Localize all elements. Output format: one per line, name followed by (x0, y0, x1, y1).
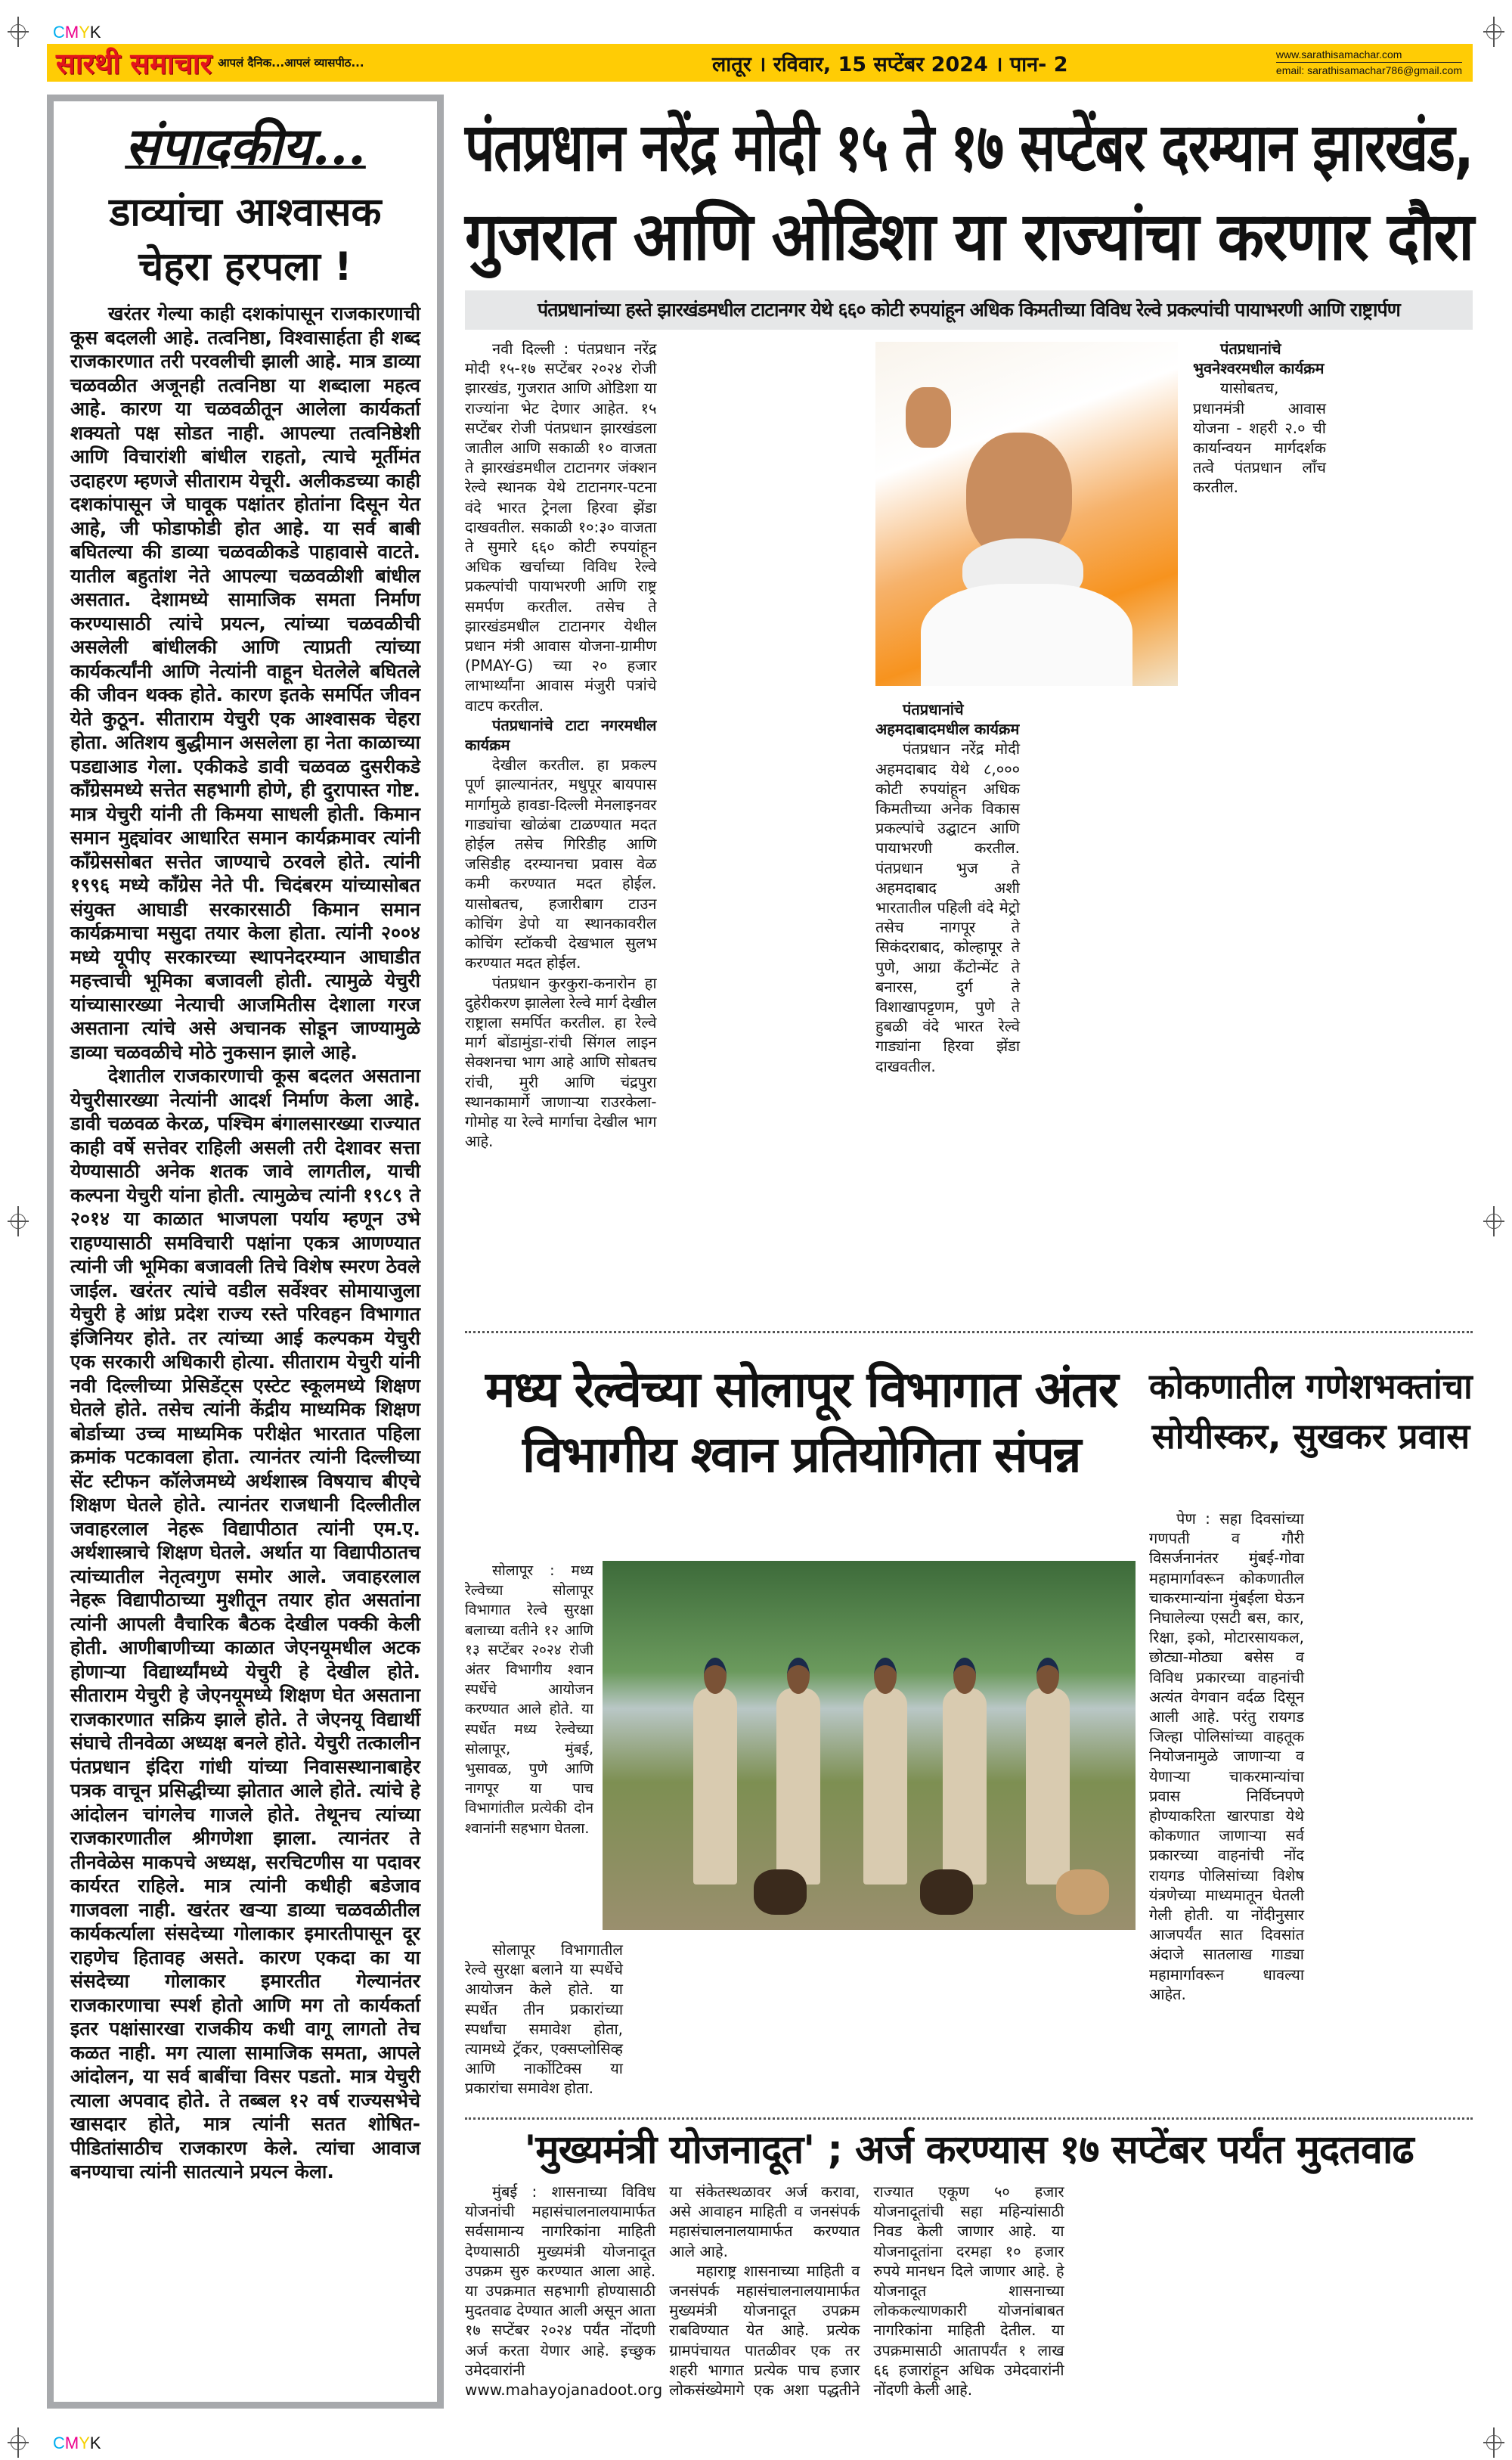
lead-body-left: नवी दिल्ली : पंतप्रधान नरेंद्र मोदी १५-१७ सप्टेंबर २०२४ रोजी झारखंड, गुजरात आणि ओडिशा या राज्यांना भेट देणार आहेत. १५ सप्टेंबर रोजी पंतप्रधान झारखंडला जातील आणि सकाळी १० वाजता ते झारखंडमधील टाटानगर जंक्शन रेल्वे स्थानक येथे टाटानगर-पटना वंदे भारत ट्रेनला हिरवा झेंडा दाखवतील. सकाळी १०:३० वाजता ते सुमारे ६६० कोटी रुपयांहून अधिक खर्चाच्या विविध रेल्वे प्रकल्पांची पायाभरणी आणि राष्ट्र समर्पण करतील. तसेच ते झारखंडमधील टाटानगर येथील प्रधान मंत्री आवास योजना-ग्रामीण (PMAY-G) च्या २० हजार लाभार्थ्यांना आवास मंजुरी पत्रांचे वाटप करतील. पंतप्रधानांचे टाटा नगरमधील कार्यक्रम देखील करतील. हा प्रकल्प पूर्ण झाल्यानंतर, मधुपूर बायपास मार्गामुळे हावडा-दिल्ली मेनलाइनवर गाड्यांचा खोळंबा टाळण्यात मदत होईल तसेच गिरिडीह आणि जसिडीह दरम्यानचा प्रवास वेळ कमी करण्यात मदत होईल. यासोबतच, हजारीबाग टाउन कोचिंग डेपो या स्थानकावरील कोचिंग स्टॉकची देखभाल सुलभ करण्यात मदत होईल. पंतप्रधान कुरकुरा-कनारोन हा दुहेरीकरण झालेला रेल्वे मार्ग देखील राष्ट्राला समर्पित करतील. हा रेल्वे मार्ग बोंडामुंडा-रांची सिंगल लाइन सेक्शनचा भाग आहे आणि सोबतच रांची, मुरी आणि चंद्रपुरा स्थानकामार्गे जाणाऱ्या राउरकेला-गोमोह या रेल्वे मार्गाचा देखील भाग आहे. (465, 340, 657, 1151)
section-divider (465, 2117, 1473, 2120)
newspaper-logo: सारथी समाचार (56, 46, 212, 80)
editorial-box (47, 95, 444, 2409)
modi-photo (875, 342, 1178, 686)
masthead-banner (47, 44, 1473, 82)
lead-subheadline: पंतप्रधानांच्या हस्ते झारखंडमधील टाटानगर येथे ६६० कोटी रुपयांहून अधिक किमतीच्या विविध रेल्वे प्रकल्पांची पायाभरणी आणि राष्ट्रार्पण (465, 290, 1473, 330)
cmyk-mark-top: CMYK (53, 23, 101, 42)
email-link[interactable]: email: sarathisamachar786@gmail.com (1275, 64, 1462, 76)
tagline: आपलं दैनिक...आपलं व्यासपीठ... (218, 56, 364, 70)
registration-mark-icon (8, 1206, 29, 1236)
yojanadoot-body: मुंबई : शासनाच्या विविध योजनांची महासंचालनालयामार्फत सर्वसामान्य नागरिकांना माहिती देण्यासाठी मुख्यमंत्री योजनादूत उपक्रम सुरु करण्यात आला आहे. या उपक्रमात सहभागी होण्यासाठी मुदतवाढ देण्यात आली असून आता १७ सप्टेंबर २०२४ पर्यंत नोंदणी अर्ज करता येणार आहे. इच्छुक उमेदवारांनी www.mahayojanadoot.org या संकेतस्थळावर अर्ज करावा, असे आवाहन माहिती व जनसंपर्क महासंचालनालयामार्फत करण्यात आले आहे. महाराष्ट्र शासनाच्या माहिती व जनसंपर्क महासंचालनालयामार्फत मुख्यमंत्री योजनादूत उपक्रम राबविण्यात येत आहे. प्रत्येक ग्रामपंचायत पातळीवर एक तर शहरी भागात प्रत्येक पाच हजार लोकसंख्येमागे एक अशा पद्धतीने राज्यात एकूण ५० हजार योजनादूतांची सहा महिन्यांसाठी निवड केली जाणार आहे. या योजनादूतांना दरमहा १० हजार रुपये मानधन दिले जाणार आहे. हे योजनादूत शासनाच्या लोककल्याणकारी योजनांबाबत नागरिकांना माहिती देतील. या उपक्रमासाठी आतापर्यंत १ लाख ६६ हजारांहून अधिक उमेदवारांनी नोंदणी केली आहे. (465, 2182, 1064, 2400)
registration-mark-icon (1483, 17, 1504, 47)
lead-headline-line: पंतप्रधान नरेंद्र मोदी १५ ते १७ सप्टेंबर दरम्यान झारखंड, (465, 108, 1473, 186)
registration-mark-icon (1483, 2427, 1504, 2458)
konkan-headline: कोकणातील गणेशभक्तांचा सोयीस्कर, सुखकर प्रवास (1149, 1366, 1473, 1456)
solapur-headline: मध्य रेल्वेच्या सोलापूर विभागात अंतर विभागीय श्वान प्रतियोगिता संपन्न (485, 1360, 1117, 1484)
lead-headline (465, 103, 1473, 284)
website-link[interactable]: www.sarathisamachar.com (1276, 47, 1462, 63)
lead-body-right: पंतप्रधानांचे भुवनेश्वरमधील कार्यक्रम यासोबतच, प्रधानमंत्री आवास योजना - शहरी २.० ची कार्यान्वयन मार्गदर्शक तत्वे पंतप्रधान लॉंच करतील. (1193, 340, 1326, 497)
section-divider (465, 1331, 1473, 1333)
editorial-label: संपादकीय... (125, 116, 366, 177)
lead-headline-line: गुजरात आणि ओडिशा या राज्यांचा करणार दौरा (465, 197, 1473, 275)
yojanadoot-headline: 'मुख्यमंत्री योजनादूत' ; अर्ज करण्यास १७ सप्टेंबर पर्यंत मुदतवाढ (524, 2127, 1414, 2173)
lead-body-middle: पंतप्रधानांचे अहमदाबादमधील कार्यक्रम पंतप्रधान नरेंद्र मोदी अहमदाबाद येथे ८,००० कोटी रुपयांहून अधिक किमतीच्या अनेक विकास प्रकल्पांचे उद्घाटन आणि पायाभरणी करतील. पंतप्रधान भुज ते अहमदाबाद अशी भारतातील पहिली वंदे मेट्रो तसेच नागपूर ते सिकंदराबाद, कोल्हापूर ते पुणे, आग्रा कॅंटोन्मेंट ते बनारस, दुर्ग ते विशाखापट्टणम, पुणे ते हुबळी वंदे भारत रेल्वे गाड्यांना हिरवा झेंडा दाखवतील. (875, 700, 1020, 1075)
dog-squad-photo (603, 1561, 1136, 1930)
editorial-body: खरंतर गेल्या काही दशकांपासून राजकारणाची कूस बदलली आहे. तत्वनिष्ठा, विश्वासार्हता ही शब्द राजकारणात तरी परवलीची झाली आहे. मात्र डाव्या चळवळीत अजूनही तत्वनिष्ठा या शब्दाला महत्व आहे. कारण या चळवळीतून आलेला कार्यकर्ता शक्यतो पक्ष सोडत नाही. आपल्या तत्वनिष्ठेशी आणि विचारांशी बांधील राहतो, त्याचे मूर्तीमंत उदाहरण म्हणजे सीताराम येचूरी. अलीकडच्या काही दशकांपासून जे घावूक पक्षांतर होतांना दिसून येत आहे, जी फोडाफोडी होत आहे. या सर्व बाबी बघितल्या की डाव्या चळवळीकडे पाहावासे वाटते. यातील बहुतांश नेते आपल्या चळवळीशी बांधील असतात. देशामध्ये सामाजिक समता निर्माण करण्यासाठी त्यांचे प्रयत्न, त्यांच्या चळवळीची असलेली बांधीलकी आणि त्याप्रती त्यांच्या कार्यकर्त्यांनी आणि नेत्यांनी वाहून घेतलेले बघितले की जीवन थक्क होते. कारण इतके समर्पित जीवन येते कुठून. सीताराम येचुरी एक आश्वासक चेहरा होता. अतिशय बुद्धीमान असलेला हा नेता काळाच्या पडद्याआड गेला. एकीकडे डावी चळवळ दुसरीकडे काँग्रेसमध्ये सत्तेत सहभागी होणे, ही दुरापास्त गोष्ट. मात्र येचुरी यांनी ती किमया साधली होती. किमान समान मुद्द्यांवर आधारित समान कार्यक्रमावर त्यांनी काँग्रेससोबत सत्तेत जाण्याचे ठरवले होते. त्यांनी १९९६ मध्ये काँग्रेस नेते पी. चिदंबरम यांच्यासोबत संयुक्त आघाडी सरकारसाठी किमान समान कार्यक्रमाचा मसुदा तयार केला होता. त्यांनी २००४ मध्ये यूपीए सरकारच्या स्थापनेदरम्यान आघाडीत महत्त्वाची भूमिका बजावली होती. त्यामुळे येचुरी यांच्यासारख्या नेत्याची आजमितीस देशाला गरज असताना त्यांचे असे अचानक सोडून जाण्यामुळे डाव्या चळवळीचे मोठे नुकसान झाले आहे. देशातील राजकारणाची कूस बदलत असताना येचुरीसारख्या नेत्यांनी आदर्श निर्माण केला आहे. डावी चळवळ केरळ, पश्चिम बंगालसारख्या राज्यात काही वर्षे सत्तेवर राहिली असली तरी देशावर सत्ता येण्यासाठी अनेक शतक जावे लागतील, याची कल्पना येचुरी यांना होती. त्यामुळेच त्यांनी १९८९ ते २०१४ या काळात भाजपला पर्याय म्हणून उभे राहण्यासाठी समविचारी पक्षांना एकत्र आणण्यात त्यांनी जी भूमिका बजावली तिचे विशेष स्मरण ठेवले जाईल. खरंतर त्यांचे वडील सर्वेश्वर सोमायाजुला येचुरी हे आंध्र प्रदेश राज्य रस्ते परिवहन विभागात इंजिनियर होते. तर त्यांच्या आई कल्पकम येचुरी एक सरकारी अधिकारी होत्या. सीताराम येचुरी यांनी नवी दिल्लीच्या प्रेसिडेंट्स एस्टेट स्कूलमध्ये शिक्षण घेतले होते. तसेच त्यांनी केंद्रीय माध्यमिक शिक्षण बोर्डाच्या उच्च माध्यमिक परीक्षेत भारतात पहिला क्रमांक पटकावला होता. त्यानंतर त्यांनी दिल्लीच्या सेंट स्टीफन कॉलेजमध्ये अर्थशास्त्र विषयाच बीएचे शिक्षण घेतले होते. त्यानंतर राजधानी दिल्लीतील जवाहरलाल नेहरू विद्यापीठात त्यांनी एम.ए. अर्थशास्त्राचे शिक्षण घेतले. अर्थात या विद्यापीठातच त्यांच्यातील नेतृत्वगुण समोर आले. जवाहरलाल नेहरू विद्यापीठाच्या मुशीतून तयार होत असतांना त्यांनी आपली वैचारिक बैठक देखील पक्की केली होती. आणीबाणीच्या काळात जेएनयूमधील अटक होणाऱ्या विद्यार्थ्यांमध्ये येचुरी हे देखील होते. सीताराम येचुरी हे जेएनयूमध्ये शिक्षण घेत असताना राजकारणात सक्रिय झाले होते. ते जेएनयू विद्यार्थी संघाचे तीनवेळा अध्यक्ष बनले होते. येचुरी तत्कालीन पंतप्रधान इंदिरा गांधी यांच्या निवासस्थानाबाहेर पत्रक वाचून प्रसिद्धीच्या झोतात आले होते. त्यांचे हे आंदोलन चांगलेच गाजले होते. तेथूनच त्यांच्या राजकारणातील श्रीगणेशा झाला. त्यानंतर ते तीनवेळेस माकपचे अध्यक्ष, सरचिटणीस या पदावर कार्यरत राहिले. मात्र त्यांनी कधीही बडेजाव गाजवला नाही. खरंतर खऱ्या डाव्या चळवळीतील कार्यकर्त्याला संसदेच्या गोलाकार इमारतीपासून दूर राहणेच हितावह असते. कारण एकदा का या संसदेच्या गोलाकार इमारतीत गेल्यानंतर राजकारणाचा स्पर्श होतो आणि मग तो कार्यकर्ता इतर पक्षांसारखा राजकीय कधी वागू लागतो तेच कळत नाही. मग त्याला सामाजिक समता, आपले आंदोलन, या सर्व बाबींचा विसर पडतो. मात्र येचुरी त्याला अपवाद होते. ते तब्बल १२ वर्ष राज्यसभेचे खासदार होते, मात्र त्यांनी सतत शोषित-पीडितांसाठीच राजकारण केले. त्यांचा आवाज बनण्याचा त्यांनी सातत्याने प्रयत्न केला. (70, 302, 420, 2182)
registration-mark-icon (8, 2427, 29, 2458)
solapur-body-intro: सोलापूर : मध्य रेल्वेच्या सोलापूर विभागात रेल्वे सुरक्षा बलाच्या वतीने १२ आणि १३ सप्टेंबर २०२४ रोजी अंतर विभागीय श्वान स्पर्धेचे आयोजन करण्यात आले होते. या स्पर्धेत मध्य रेल्वेच्या सोलापूर, मुंबई, भुसावळ, पुणे आणि नागपूर या पाच विभागांतील प्रत्येकी दोन श्वानांनी सहभाग घेतला. (465, 1562, 593, 1837)
konkan-body: पेण : सहा दिवसांच्या गणपती व गौरी विसर्जनानंतर मुंबई-गोवा महामार्गावरून कोकणातील चाकरमान्यांना मुंबईला घेऊन निघालेल्या एसटी बस, कार, रिक्षा, इको, मोटारसायकल, छोट्या-मोठ्या बसेस व विविध प्रकारच्या वाहनांची अत्यंत वेगवान वर्दळ दिसून आली आहे. परंतु रायगड जिल्हा पोलिसांच्या वाहतूक नियोजनामुळे जाणाऱ्या व येणाऱ्या चाकरमान्यांचा प्रवास निर्विघ्नपणे होण्याकरिता खारपाडा येथे कोकणात जाणाऱ्या सर्व प्रकारच्या वाहनांची नोंद रायगड पोलिसांच्या विशेष यंत्रणेच्या माध्यमातून घेतली गेली होती. या नोंदीनुसार आजपर्यंत सात दिवसांत अंदाजे सातलाख गाड्या महामार्गावरून धावल्या आहेत. (1149, 1509, 1304, 2003)
cmyk-mark-bottom: CMYK (53, 2434, 101, 2452)
contact-info (1276, 47, 1462, 78)
registration-mark-icon (1483, 1206, 1504, 1236)
editorial-headline: डाव्यांचा आश्वासक चेहरा हरपला ! (109, 190, 382, 290)
dateline: लातूर । रविवार, 15 सप्टेंबर 2024 । पान- 2 (712, 52, 1068, 76)
solapur-body: सोलापूर विभागातील रेल्वे सुरक्षा बलाने या स्पर्धेचे आयोजन केले होते. या स्पर्धेत तीन प्रकारांच्या स्पर्धांचा समावेश होता, त्यामध्ये ट्रॅकर, एक्सप्लोसिव्ह आणि नार्कोटिक्स या प्रकारांचा समावेश होता. (465, 1940, 623, 2098)
registration-mark-icon (8, 17, 29, 47)
